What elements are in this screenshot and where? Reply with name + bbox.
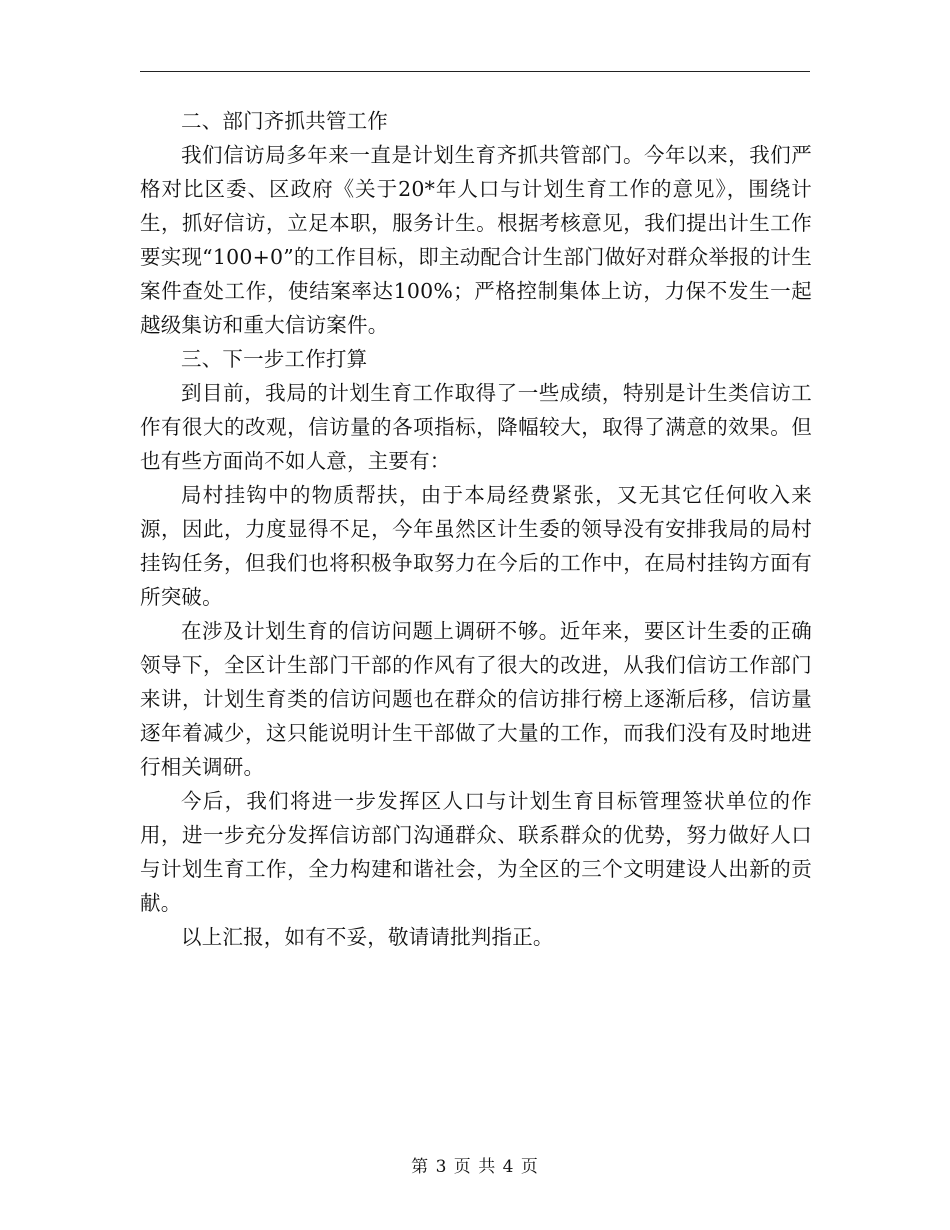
paragraph: 我们信访局多年来一直是计划生育齐抓共管部门。今年以来，我们严格对比区委、区政府《关于20*年人口与计划生育工作的意见》，围绕计生，抓好信访，立足本职，服务计生。根据考核意见，我们提出计生工作要实现“100+0”的工作目标，即主动配合计生部门做好对群众举报的计生案件查处工作，使结案率达100%；严格控制集体上访，力保不发生一起越级集访和重大信访案件。 xyxy=(140,143,812,337)
header-rule xyxy=(140,71,810,72)
page-number-label: 第 3 页 共 4 页 xyxy=(411,1157,539,1177)
section-heading-3: 三、下一步工作打算 xyxy=(181,347,368,371)
closing-paragraph: 以上汇报，如有不妥，敬请请批判指正。 xyxy=(181,925,554,949)
document-body xyxy=(140,104,812,954)
paragraph: 今后，我们将进一步发挥区人口与计划生育目标管理签状单位的作用，进一步充分发挥信访部门沟通群众、联系群众的优势，努力做好人口与计划生育工作，全力构建和谐社会，为全区的三个文明建设人出新的贡献。 xyxy=(140,789,812,915)
page-footer xyxy=(0,1152,950,1177)
paragraph: 到目前，我局的计划生育工作取得了一些成绩，特别是计生类信访工作有很大的改观，信访量的各项指标，降幅较大，取得了满意的效果。但也有些方面尚不如人意，主要有： xyxy=(140,381,812,473)
paragraph: 在涉及计划生育的信访问题上调研不够。近年来，要区计生委的正确领导下，全区计生部门干部的作风有了很大的改进，从我们信访工作部门来讲，计划生育类的信访问题也在群众的信访排行榜上逐渐后移，信访量逐年着减少，这只能说明计生干部做了大量的工作，而我们没有及时地进行相关调研。 xyxy=(140,619,812,779)
section-heading-2: 二、部门齐抓共管工作 xyxy=(181,109,388,133)
paragraph: 局村挂钩中的物质帮扶，由于本局经费紧张，又无其它任何收入来源，因此，力度显得不足，今年虽然区计生委的领导没有安排我局的局村挂钩任务，但我们也将积极争取努力在今后的工作中，在局村挂钩方面有所突破。 xyxy=(140,483,812,609)
